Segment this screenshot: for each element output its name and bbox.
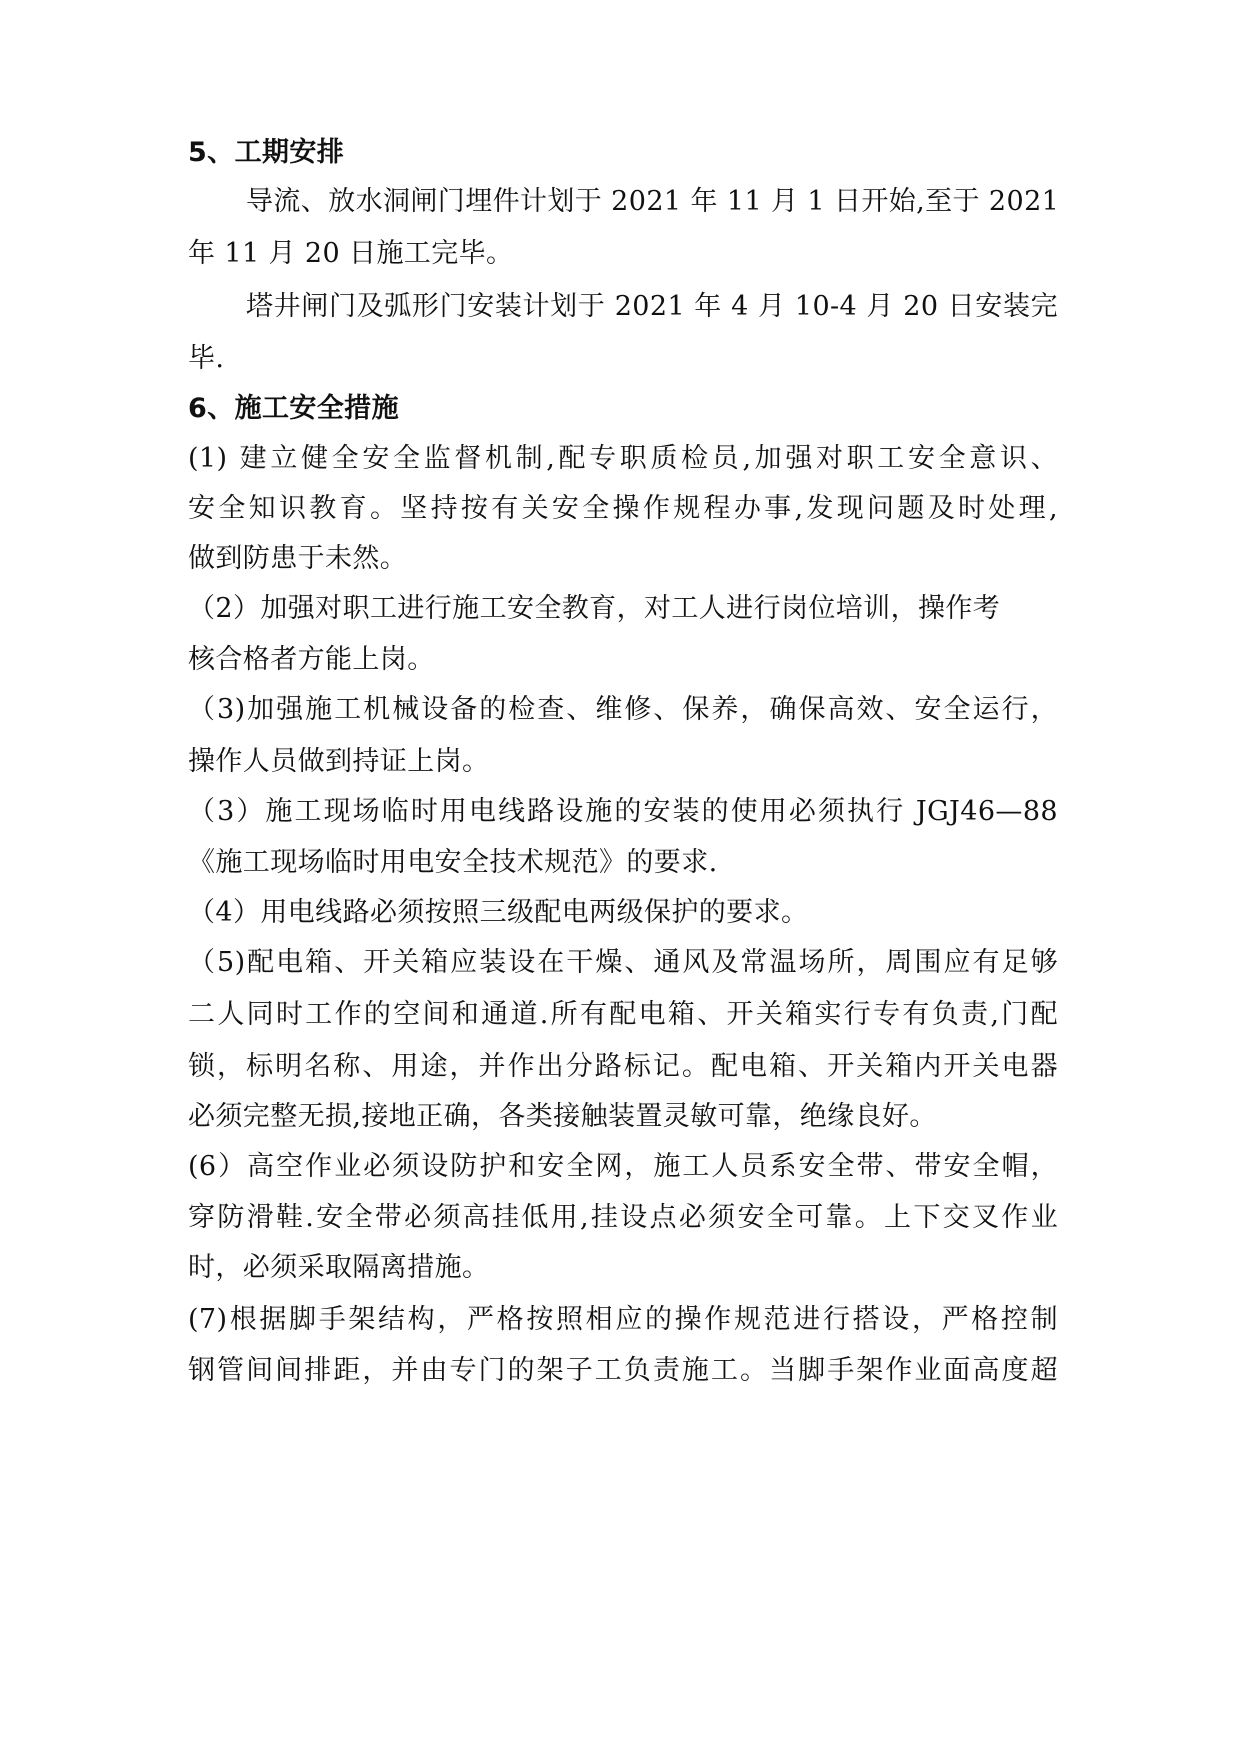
safety-item-6-line-1: (6）高空作业必须设防护和安全网，施工人员系安全带、带安全帽，	[188, 1151, 1058, 1182]
safety-item-2-line-1: （2）加强对职工进行施工安全教育，对工人进行岗位培训，操作考	[188, 593, 1001, 624]
safety-item-5-line-2: 二人同时工作的空间和通道.所有配电箱、开关箱实行专有负责,门配	[188, 999, 1058, 1030]
safety-item-3b-line-2: 《施工现场临时用电安全技术规范》的要求.	[188, 847, 718, 878]
safety-item-7-line-1: (7)根据脚手架结构，严格按照相应的操作规范进行搭设，严格控制	[188, 1304, 1058, 1335]
schedule-para-1-line-2: 年 11 月 20 日施工完毕。	[188, 238, 514, 269]
section-heading-schedule: 5、工期安排	[188, 137, 345, 168]
safety-item-3b-line-1: （3）施工现场临时用电线路设施的安装的使用必须执行 JGJ46—88	[188, 796, 1058, 827]
schedule-para-2-line-2: 毕.	[188, 343, 225, 374]
safety-item-6-line-3: 时，必须采取隔离措施。	[188, 1252, 490, 1283]
safety-item-2-line-2: 核合格者方能上岗。	[188, 644, 435, 675]
safety-item-5-line-3: 锁，标明名称、用途，并作出分路标记。配电箱、开关箱内开关电器	[188, 1051, 1058, 1082]
safety-item-4-line-1: （4）用电线路必须按照三级配电两级保护的要求。	[188, 897, 809, 928]
safety-item-1-line-3: 做到防患于未然。	[188, 543, 408, 574]
safety-item-1-line-2: 安全知识教育。坚持按有关安全操作规程办事,发现问题及时处理,	[188, 493, 1058, 524]
safety-item-3-line-1: （3)加强施工机械设备的检查、维修、保养，确保高效、安全运行，	[188, 694, 1058, 725]
safety-item-5-line-1: （5)配电箱、开关箱应装设在干燥、通风及常温场所，周围应有足够	[188, 947, 1058, 978]
safety-item-7-line-2: 钢管间间排距，并由专门的架子工负责施工。当脚手架作业面高度超	[188, 1355, 1058, 1386]
schedule-para-1-line-1: 导流、放水洞闸门埋件计划于 2021 年 11 月 1 日开始,至于 2021	[246, 186, 1060, 217]
safety-item-1-line-1: (1) 建立健全安全监督机制,配专职质检员,加强对职工安全意识、	[188, 443, 1058, 474]
safety-item-3-line-2: 操作人员做到持证上岗。	[188, 746, 490, 777]
section-heading-safety: 6、施工安全措施	[188, 393, 399, 424]
safety-item-5-line-4: 必须完整无损,接地正确，各类接触装置灵敏可靠，绝缘良好。	[188, 1101, 937, 1132]
safety-item-6-line-2: 穿防滑鞋.安全带必须高挂低用,挂设点必须安全可靠。上下交叉作业	[188, 1202, 1058, 1233]
schedule-para-2-line-1: 塔井闸门及弧形门安装计划于 2021 年 4 月 10-4 月 20 日安装完	[246, 291, 1058, 322]
